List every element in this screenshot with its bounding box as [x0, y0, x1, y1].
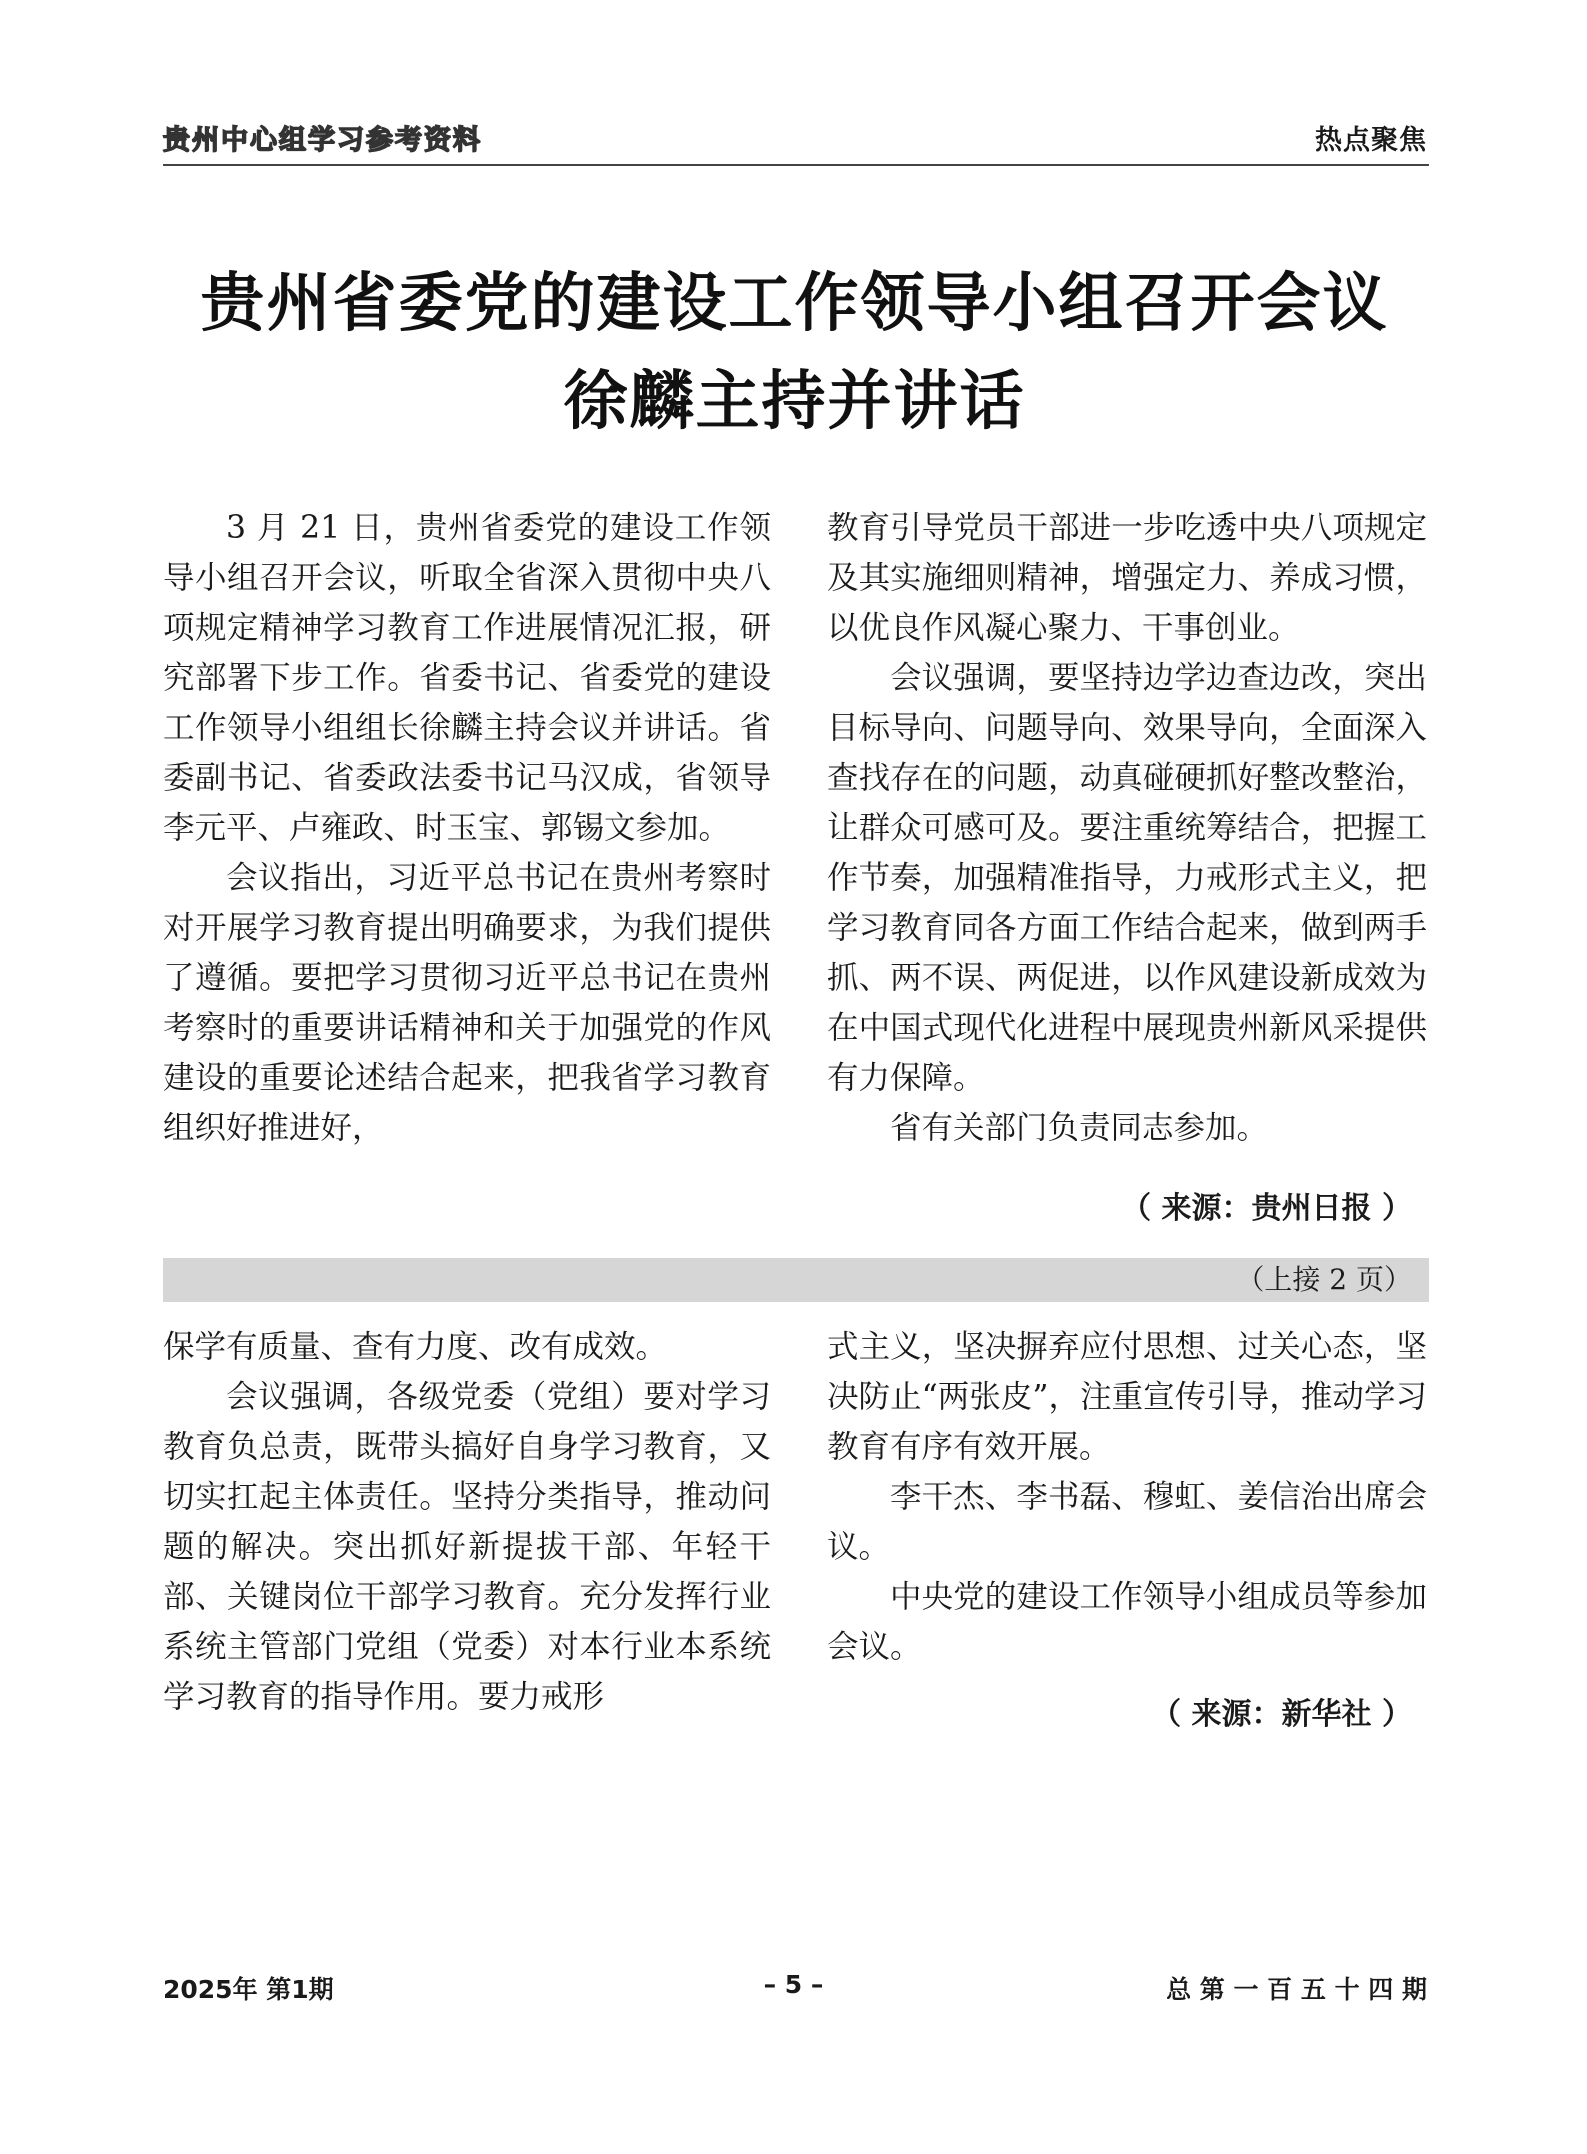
publication-name: 贵州中心组学习参考资料	[163, 125, 482, 156]
section-label: 热点聚焦	[1315, 125, 1427, 156]
paragraph-continued: 保学有质量、查有力度、改有成效。	[163, 1329, 668, 1365]
paragraph: 会议强调，各级党委（党组）要对学习教育负总责，既带头搞好自身学习教育，又切实扛起主体责任。坚持分类指导，推动问题的解决。突出抓好新提拔干部、年轻干部、关键岗位干部学习教育。充分发挥行业系统主管部门党组（党委）对本行业本系统学习教育的指导作用。要力戒形	[163, 1379, 771, 1715]
page-number: – 5 –	[763, 1970, 824, 1999]
part2-left-column	[163, 1322, 771, 1722]
source-attribution-2: （ 来源：新华社 ）	[1151, 1697, 1412, 1732]
paragraph: 会议指出，习近平总书记在贵州考察时对开展学习教育提出明确要求，为我们提供了遵循。要把学习贯彻习近平总书记在贵州考察时的重要讲话精神和关于加强党的作风建设的重要论述结合起来，把我省学习教育组织好推进好，	[163, 860, 771, 1146]
article-title-line2: 徐麟主持并讲话	[563, 365, 1026, 439]
header-divider	[163, 164, 1429, 166]
footer-total-issue: 总 第 一 百 五 十 四 期	[1166, 1975, 1427, 2004]
paragraph-continued: 教育引导党员干部进一步吃透中央八项规定及其实施细则精神，增强定力、养成习惯，以优良作风凝心聚力、干事创业。	[827, 510, 1427, 646]
article-title-line1: 贵州省委党的建设工作领导小组召开会议	[200, 267, 1389, 341]
footer-issue: 2025年 第1期	[163, 1975, 334, 2004]
source-attribution-1: （ 来源：贵州日报 ）	[1121, 1191, 1412, 1226]
paragraph: 3 月 21 日，贵州省委党的建设工作领导小组召开会议，听取全省深入贯彻中央八项规定精神学习教育工作进展情况汇报，研究部署下步工作。省委书记、省委党的建设工作领导小组组长徐麟主持会议并讲话。省委副书记、省委政法委书记马汉成，省领导李元平、卢雍政、时玉宝、郭锡文参加。	[163, 510, 771, 846]
continuation-label: （上接 2 页）	[1236, 1263, 1412, 1296]
paragraph-continued: 式主义，坚决摒弃应付思想、过关心态，坚决防止“两张皮”，注重宣传引导，推动学习教育有序有效开展。	[827, 1329, 1427, 1465]
part1-left-column	[163, 503, 771, 1153]
paragraph: 会议强调，要坚持边学边查边改，突出目标导向、问题导向、效果导向，全面深入查找存在的问题，动真碰硬抓好整改整治，让群众可感可及。要注重统筹结合，把握工作节奏，加强精准指导，力戒形式主义，把学习教育同各方面工作结合起来，做到两手抓、两不误、两促进，以作风建设新成效为在中国式现代化进程中展现贵州新风采提供有力保障。	[827, 660, 1427, 1096]
paragraph: 李干杰、李书磊、穆虹、姜信治出席会议。	[827, 1479, 1427, 1565]
paragraph: 中央党的建设工作领导小组成员等参加会议。	[827, 1579, 1427, 1665]
part2-right-column	[827, 1322, 1427, 1672]
paragraph: 省有关部门负责同志参加。	[890, 1110, 1269, 1146]
part1-right-column	[827, 503, 1427, 1153]
